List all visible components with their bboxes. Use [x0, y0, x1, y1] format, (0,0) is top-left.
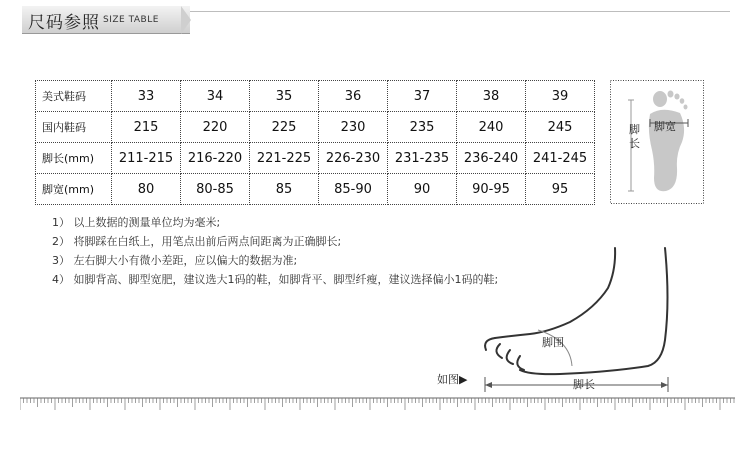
table-cell: 36 — [319, 81, 388, 112]
as-shown-label: 如图▶ — [437, 373, 468, 386]
table-cell: 85 — [250, 174, 319, 205]
table-cell: 226-230 — [319, 143, 388, 174]
table-cell: 90-95 — [457, 174, 526, 205]
note-item: 3） 左右脚大小有微小差距，应以偏大的数据为准; — [52, 254, 298, 267]
table-cell: 216-220 — [181, 143, 250, 174]
table-cell: 90 — [388, 174, 457, 205]
table-cell: 38 — [457, 81, 526, 112]
table-cell: 35 — [250, 81, 319, 112]
table-row — [36, 112, 595, 143]
side-foot-diagram — [420, 240, 720, 398]
table-cell: 85-90 — [319, 174, 388, 205]
note-item: 2） 将脚踩在白纸上，用笔点出前后两点间距离为正确脚长; — [52, 235, 342, 248]
length-arrow-left — [485, 382, 492, 388]
girth-label: 脚围 — [542, 336, 564, 349]
table-cell: 231-235 — [388, 143, 457, 174]
table-cell: 80-85 — [181, 174, 250, 205]
table-cell: 39 — [526, 81, 595, 112]
ruler — [20, 397, 735, 413]
table-cell: 80 — [112, 174, 181, 205]
note-item: 4） 如脚背高、脚型宽肥，建议选大1码的鞋，如脚背平、脚型纤瘦，建议选择偏小1码的鞋; — [52, 273, 499, 286]
table-cell: 33 — [112, 81, 181, 112]
note-item: 1） 以上数据的测量单位均为毫米; — [52, 216, 221, 229]
table-cell: 240 — [457, 112, 526, 143]
table-cell: 241-245 — [526, 143, 595, 174]
table-cell: 34 — [181, 81, 250, 112]
row-header: 美式鞋码 — [36, 81, 112, 112]
table-row — [36, 143, 595, 174]
page-title: 尺码参照 — [28, 13, 100, 33]
foot-width-label: 脚宽 — [654, 120, 676, 133]
side-foot-outline — [485, 248, 667, 374]
table-cell: 95 — [526, 174, 595, 205]
table-cell: 215 — [112, 112, 181, 143]
row-header: 脚长(mm) — [36, 143, 112, 174]
table-row — [36, 174, 595, 205]
length-arrow-right — [661, 382, 668, 388]
page-subtitle: SIZE TABLE — [103, 15, 159, 25]
table-cell: 221-225 — [250, 143, 319, 174]
foot-length-label: 脚长 — [629, 123, 640, 150]
row-header: 国内鞋码 — [36, 112, 112, 143]
header-divider — [190, 11, 730, 12]
table-cell: 236-240 — [457, 143, 526, 174]
table-cell: 230 — [319, 112, 388, 143]
table-cell: 225 — [250, 112, 319, 143]
row-header: 脚宽(mm) — [36, 174, 112, 205]
footprint-diagram — [610, 80, 704, 204]
table-row — [36, 81, 595, 112]
table-cell: 211-215 — [112, 143, 181, 174]
table-cell: 235 — [388, 112, 457, 143]
table-cell: 220 — [181, 112, 250, 143]
table-cell: 37 — [388, 81, 457, 112]
size-table — [35, 80, 595, 205]
table-cell: 245 — [526, 112, 595, 143]
side-length-label: 脚长 — [573, 378, 595, 391]
